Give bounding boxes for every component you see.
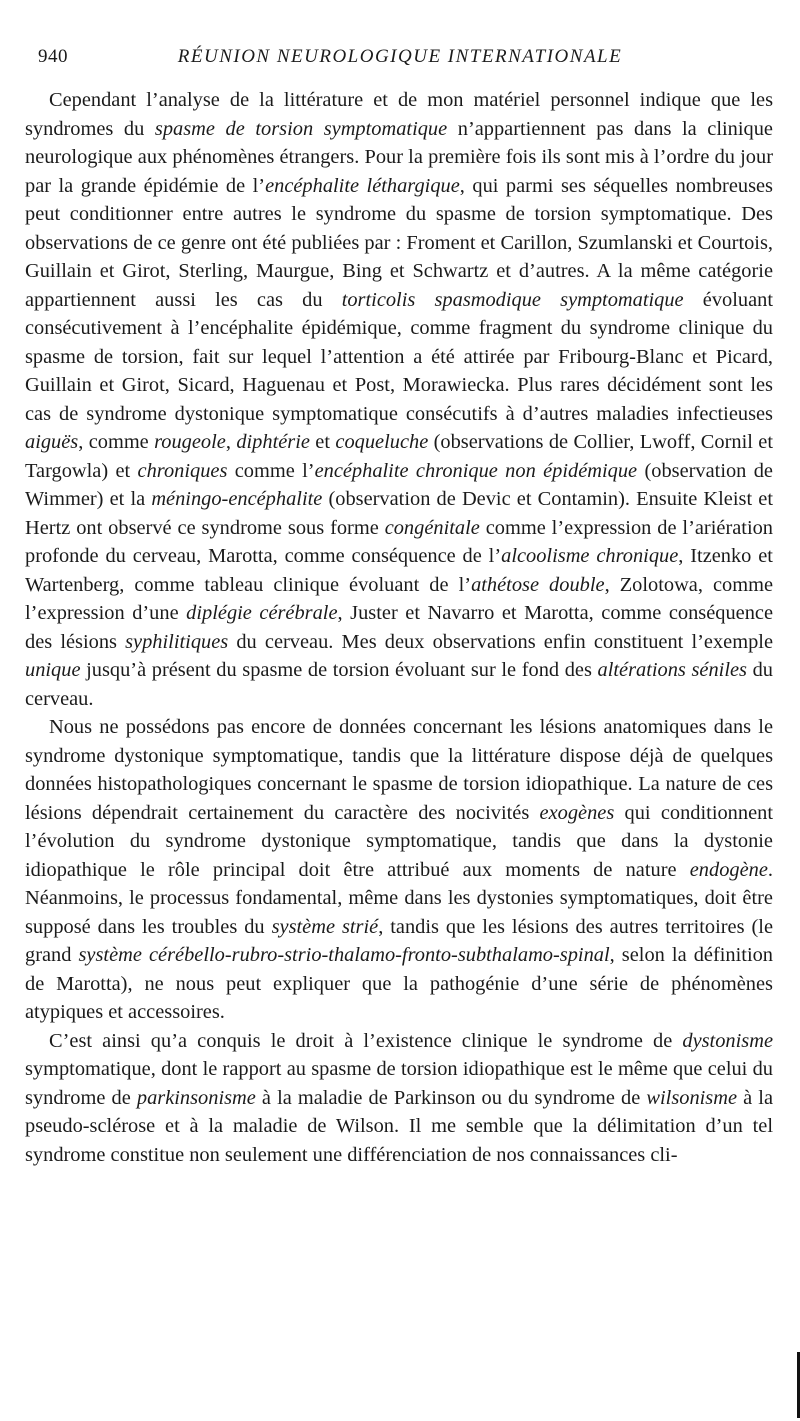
text-run: n’appartiennent pas dans la clinique neurologique aux phénomènes étrangers. Pour la première fois ils sont mis à l’ordre du jour par la grande épidémie de l’ xyxy=(25,117,773,197)
text-run: jusqu’à présent du spasme de torsion évoluant sur le fond des xyxy=(80,659,598,681)
paragraph xyxy=(25,86,773,713)
italic-term: système strié xyxy=(271,915,379,938)
text-run: , xyxy=(225,431,237,453)
body-text xyxy=(25,86,773,1169)
text-run: , tandis que les lésions des autres territoires (le grand xyxy=(25,915,773,966)
italic-term: rougeole xyxy=(154,431,226,453)
running-head: RÉUNION NEUROLOGIQUE INTERNATIONALE xyxy=(177,46,623,67)
paragraph xyxy=(25,713,773,1027)
text-run: évoluant consécutivement à l’encéphalite épidémique, comme fragment du syndrome clinique du spasme de torsion, fait sur lequel l’attention a été attirée par Fribourg-Blanc et Picard, Guillain et Girot, Sicard, Haguenau et Post, Morawiecka. Plus rares décidément sont les cas de syndrome dystonique symptomatique consécutifs à d’autres maladies infectieuses xyxy=(25,288,774,425)
text-run: , selon la définition de Marotta), ne nous peut expliquer que la pathogénie d’une série de phénomènes atypiques et accessoires. xyxy=(25,944,773,1023)
italic-term: diphtérie xyxy=(236,431,310,453)
italic-term: exogènes xyxy=(539,801,615,824)
text-run: comme l’ xyxy=(227,459,315,482)
italic-term: encéphalite chronique non épidémique xyxy=(314,459,638,482)
text-run: qui conditionnent l’évolution du syndrome dystonique symptomatique, tandis que dans la dystonie idiopathique le rôle principal doit être attribué aux moments de nature xyxy=(25,801,773,881)
text-run: (observation de Wimmer) et la xyxy=(25,459,773,510)
italic-term: altérations séniles xyxy=(597,659,747,681)
text-run: et xyxy=(309,431,336,453)
italic-term: alcoolisme chronique xyxy=(501,545,679,567)
text-run: du cerveau. xyxy=(25,659,773,710)
italic-term: parkinsonisme xyxy=(136,1086,256,1109)
text-run: , comme xyxy=(78,431,155,453)
text-run: à la pseudo-sclérose et à la maladie de Wilson. Il me semble que la délimitation d’un tel syndrome constitue non seulement une différenciation de nos connaissances cli- xyxy=(25,1086,773,1166)
italic-term: unique xyxy=(25,659,81,681)
italic-term: endogène xyxy=(689,858,768,881)
text-run: Nous ne possédons pas encore de données concernant les lésions anatomiques dans le syndrome dystonique symptomatique, tandis que la littérature dispose déjà de quelques données histopathologiques concernant le spasme de torsion idiopathique. La nature de ces lésions dépendrait certainement du caractère des nocivités xyxy=(25,716,773,824)
text-run: à la maladie de Parkinson ou du syndrome de xyxy=(255,1086,647,1109)
text-run: Cependant l’analyse de la littérature et de mon matériel personnel indique que les syndromes du xyxy=(25,89,773,140)
italic-term: diplégie cérébrale xyxy=(186,602,338,624)
italic-term: congénitale xyxy=(384,516,480,539)
text-run: du cerveau. Mes deux observations enfin constituent l’exemple xyxy=(228,630,773,653)
text-run: , Zolotowa, comme l’expression d’une xyxy=(25,573,774,624)
text-run: C’est ainsi qu’a conquis le droit à l’existence clinique le syndrome de xyxy=(49,1029,683,1052)
page-header xyxy=(38,46,762,80)
text-run: , qui parmi ses séquelles nombreuses peut conditionner entre autres le syndrome du spasme de torsion symptomatique. Des observations de ce genre ont été publiées par : Froment et Carillon, Szumlanski et Courtois, Guillain et Girot, Sterling, Maurgue, Bing et Schwartz et d’autres. A la même catégorie appartiennent aussi les cas du xyxy=(25,174,773,311)
italic-term: athétose double xyxy=(471,573,605,596)
italic-term: méningo-encéphalite xyxy=(151,488,323,510)
italic-term: wilsonisme xyxy=(646,1086,738,1109)
page-number: 940 xyxy=(38,46,68,67)
italic-term: chroniques xyxy=(137,459,228,482)
text-run: symptomatique, dont le rapport au spasme de torsion idiopathique est le même que celui du syndrome de xyxy=(25,1058,773,1109)
text-run: , Itzenko et Wartenberg, comme tableau clinique évoluant de l’ xyxy=(25,545,773,596)
text-run: comme l’expression de l’ariération profonde du cerveau, Marotta, comme conséquence de l’ xyxy=(25,516,774,567)
italic-term: spasme de torsion symptomatique xyxy=(154,117,448,140)
italic-term: torticolis spasmodique symptomatique xyxy=(341,288,684,311)
italic-term: syphilitiques xyxy=(125,630,229,653)
italic-term: encéphalite léthargique xyxy=(265,174,460,197)
italic-term: coqueluche xyxy=(335,431,429,453)
text-run: , Juster et Navarro et Marotta, comme conséquence des lésions xyxy=(25,602,773,653)
text-run: (observations de Collier, Lwoff, Cornil et Targowla) et xyxy=(25,431,773,482)
italic-term: système cérébello-rubro-strio-thalamo-fronto-subthalamo-spinal xyxy=(78,944,610,966)
text-run: . Néanmoins, le processus fondamental, même dans les dystonies symptomatiques, doit être supposé dans les troubles du xyxy=(25,858,773,938)
paragraph xyxy=(25,1027,773,1170)
italic-term: aiguës xyxy=(25,431,79,453)
italic-term: dystonisme xyxy=(682,1029,773,1052)
text-run: (observation de Devic et Contamin). Ensuite Kleist et Hertz ont observé ce syndrome sous forme xyxy=(25,488,773,539)
